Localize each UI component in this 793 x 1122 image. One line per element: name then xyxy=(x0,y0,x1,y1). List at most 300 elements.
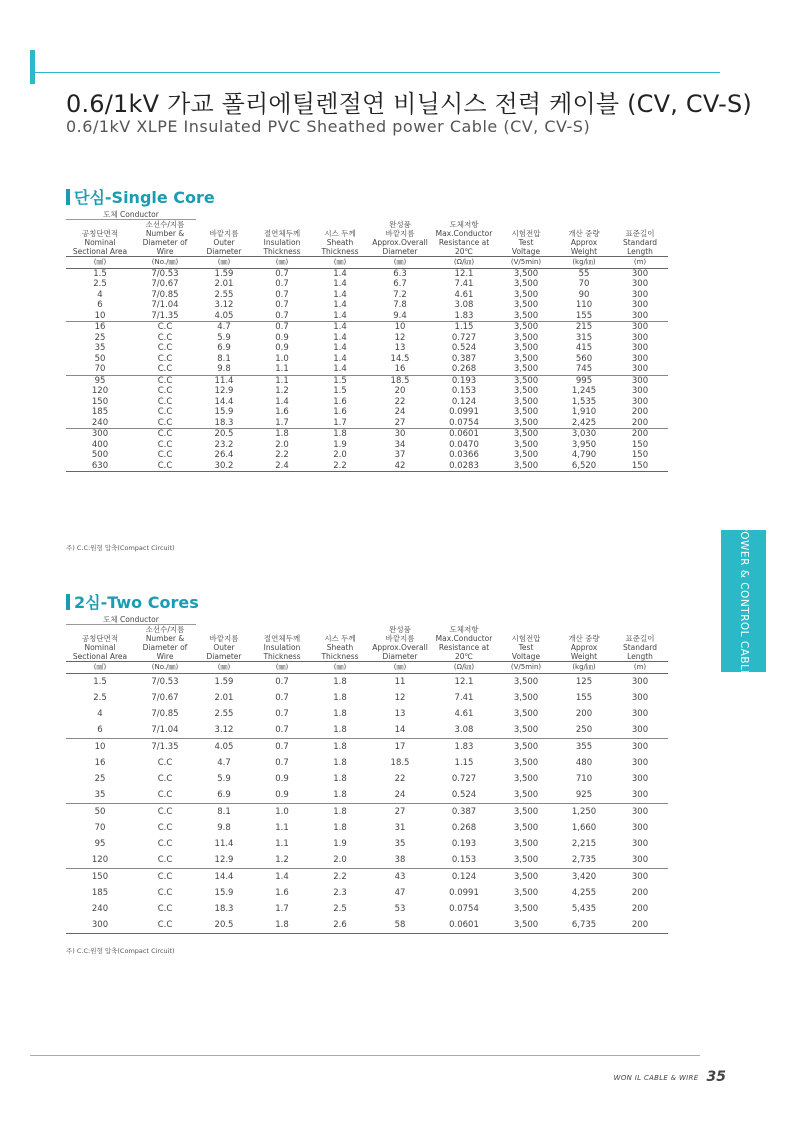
table-cell: 12.1 xyxy=(454,677,474,687)
table-cell: 300 xyxy=(631,774,649,784)
table-row xyxy=(66,917,668,934)
table-cell: 1.7 xyxy=(333,417,347,428)
table-cell: 0.7 xyxy=(252,322,312,333)
col-length xyxy=(612,615,668,662)
table-cell: 3,500 xyxy=(513,343,539,353)
unit-cell: (m) xyxy=(612,662,668,674)
table-cell: 25 xyxy=(94,332,106,343)
table-cell: C.C xyxy=(157,839,173,849)
header-line: Resistance at xyxy=(438,238,490,247)
table-cell: 1.8 xyxy=(333,823,347,833)
col-area xyxy=(66,625,134,662)
table-cell: 3,500 xyxy=(513,839,539,849)
unit-cell: (㎜) xyxy=(312,662,368,674)
table-cell: 400 xyxy=(91,439,109,450)
table-cell: C.C xyxy=(157,790,173,800)
table-cell: 1.4 xyxy=(333,343,347,353)
table-cell: 125 xyxy=(575,677,593,687)
table-cell: 300 xyxy=(631,353,649,364)
table-cell: 3,500 xyxy=(513,774,539,784)
table-cell: 95 xyxy=(66,375,134,386)
header-line: 완성품 xyxy=(389,220,411,229)
table-cell: 4.05 xyxy=(214,310,234,321)
table-cell: 30 xyxy=(368,429,432,440)
table-cell: 300 xyxy=(631,332,649,343)
header-line: Outer xyxy=(213,643,235,652)
table-cell: 2.01 xyxy=(214,693,234,703)
table-cell: 0.268 xyxy=(451,364,477,374)
table-cell: 42 xyxy=(368,461,432,472)
section-title-two-cores: 2심-Two Cores xyxy=(66,590,199,613)
table-cell: 6 xyxy=(97,300,103,310)
header-line: 개산 중량 xyxy=(568,229,600,238)
table-cell: 7.8 xyxy=(393,300,407,310)
table-cell: 95 xyxy=(94,839,106,849)
table-row xyxy=(66,722,668,739)
table-cell: 53 xyxy=(394,904,406,914)
table-row xyxy=(66,333,668,344)
table-row xyxy=(66,343,668,354)
header-line: Weight xyxy=(570,247,598,256)
table-cell: 3.12 xyxy=(214,300,234,310)
table-row xyxy=(66,311,668,322)
header-line: Approx.Overall xyxy=(372,238,428,247)
table-cell: 35 xyxy=(94,343,106,353)
table-cell: 4.61 xyxy=(454,289,474,300)
header-line: Standard xyxy=(622,238,658,247)
table-cell: C.C xyxy=(157,758,173,768)
table-cell: 1.4 xyxy=(312,322,368,333)
table-cell: 0.7 xyxy=(275,709,289,719)
table-cell: 0.7 xyxy=(275,693,289,703)
table-cell: 300 xyxy=(66,917,134,934)
col-weight xyxy=(556,210,612,257)
table-cell: 315 xyxy=(575,332,593,343)
table-cell: 1.8 xyxy=(333,693,347,703)
table-cell: 27 xyxy=(394,417,406,428)
header-line: Thickness xyxy=(321,652,359,661)
table-cell: 150 xyxy=(631,450,649,460)
table-cell: 0.193 xyxy=(451,839,477,849)
table-cell: 2.2 xyxy=(312,869,368,886)
table-cell: 120 xyxy=(91,386,109,396)
table-cell: 5.9 xyxy=(217,332,231,343)
unit-cell: (No./㎜) xyxy=(134,662,196,674)
header-line: 개산 중량 xyxy=(568,634,600,643)
table-cell: 27 xyxy=(368,804,432,821)
table-cell: 1.6 xyxy=(333,407,347,417)
table-cell: 1,535 xyxy=(571,396,597,407)
table-row xyxy=(66,300,668,311)
table-row xyxy=(66,440,668,451)
unit-cell: (Ω/㎞) xyxy=(432,257,496,269)
table-cell: 2.01 xyxy=(214,279,234,289)
table-cell: 3,500 xyxy=(513,725,539,735)
table-cell: 2,425 xyxy=(571,417,597,428)
table-cell: 300 xyxy=(631,386,649,396)
table-cell: 300 xyxy=(631,300,649,310)
col-resistance xyxy=(432,615,496,662)
table-row xyxy=(66,690,668,706)
table-cell: 1.4 xyxy=(333,289,347,300)
table-cell: 3,500 xyxy=(513,310,539,321)
table-cell: 2.5 xyxy=(333,904,347,914)
col-voltage xyxy=(496,210,556,257)
table-cell: 200 xyxy=(631,904,649,914)
table-cell: 3,500 xyxy=(513,693,539,703)
table-cell: 6.9 xyxy=(217,343,231,353)
single-core-spec-table xyxy=(66,210,668,472)
table-cell: C.C xyxy=(157,904,173,914)
table-cell: 3,500 xyxy=(513,279,539,289)
table-cell: C.C xyxy=(157,343,173,353)
table-cell: 7/0.85 xyxy=(151,709,179,719)
table-note: 주) C.C:원형 압축(Compact Circuit) xyxy=(66,947,175,955)
table-cell: 1,245 xyxy=(571,386,597,396)
table-cell: 0.7 xyxy=(275,725,289,735)
table-cell: 110 xyxy=(575,300,593,310)
table-cell: 300 xyxy=(631,855,649,865)
unit-cell: (㎜) xyxy=(368,257,432,269)
table-cell: 3,500 xyxy=(513,417,539,428)
table-cell: 1.15 xyxy=(454,758,474,768)
table-cell: 3,500 xyxy=(513,677,539,687)
table-cell: 0.0754 xyxy=(449,417,479,428)
table-cell: 6 xyxy=(97,725,103,735)
units-row xyxy=(66,662,668,674)
table-cell: C.C xyxy=(157,855,173,865)
table-cell: 300 xyxy=(631,310,649,321)
table-cell: 1.6 xyxy=(275,888,289,898)
table-cell: 7.2 xyxy=(393,289,407,300)
table-cell: 0.9 xyxy=(275,343,289,353)
table-row xyxy=(66,375,668,386)
header-line: Insulation xyxy=(263,238,301,247)
header-line: 20℃ xyxy=(455,652,473,661)
header-line: Test xyxy=(518,643,534,652)
table-cell: 5,435 xyxy=(571,904,597,914)
table-cell: 3,500 xyxy=(513,353,539,364)
table-cell: 0.0283 xyxy=(432,461,496,472)
table-cell: 0.387 xyxy=(432,804,496,821)
table-cell: 37 xyxy=(394,450,406,460)
table-cell: 2.3 xyxy=(333,888,347,898)
table-cell: C.C xyxy=(157,823,173,833)
table-cell: 0.0601 xyxy=(432,429,496,440)
table-cell: 355 xyxy=(556,739,612,756)
unit-cell: (㎜) xyxy=(196,662,252,674)
header-line: Outer xyxy=(213,238,235,247)
table-cell: 155 xyxy=(575,310,593,321)
table-cell: 1.4 xyxy=(275,396,289,407)
table-cell: 300 xyxy=(631,709,649,719)
table-cell: 43 xyxy=(368,869,432,886)
header-line: Length xyxy=(627,247,653,256)
col-outer xyxy=(196,615,252,662)
header-line: 바깥지름 xyxy=(385,229,415,238)
table-cell: C.C xyxy=(134,322,196,333)
footer-rule xyxy=(30,1055,700,1056)
header-line: Thickness xyxy=(263,652,301,661)
header-line: Diameter of Wire xyxy=(142,238,188,256)
header-line: Max.Conductor xyxy=(435,229,493,238)
header-line: Diameter xyxy=(206,652,242,661)
table-cell: 7/1.04 xyxy=(151,300,179,310)
table-cell: 1.8 xyxy=(333,725,347,735)
header-line: Approx.Overall xyxy=(372,643,428,652)
table-row xyxy=(66,706,668,722)
table-cell: 90 xyxy=(578,289,590,300)
table-cell: 31 xyxy=(394,823,406,833)
table-cell: 2,735 xyxy=(571,855,597,865)
table-cell: 50 xyxy=(66,804,134,821)
table-cell: 1.1 xyxy=(275,364,289,374)
table-cell: 18.5 xyxy=(368,375,432,386)
table-cell: 2.2 xyxy=(312,461,368,472)
table-cell: 250 xyxy=(575,725,593,735)
table-cell: 6.3 xyxy=(393,268,407,279)
table-cell: 1.2 xyxy=(275,386,289,396)
table-cell: 300 xyxy=(631,725,649,735)
table-cell: 4 xyxy=(97,289,103,300)
table-cell: 0.124 xyxy=(432,869,496,886)
table-cell: 7.41 xyxy=(454,279,474,289)
col-weight xyxy=(556,615,612,662)
col-voltage xyxy=(496,615,556,662)
table-cell: 0.153 xyxy=(451,386,477,396)
table-cell: 0.0991 xyxy=(449,888,479,898)
table-cell: 20 xyxy=(394,386,406,396)
table-cell: 13 xyxy=(394,343,406,353)
table-cell: 0.7 xyxy=(275,758,289,768)
table-cell: 1.83 xyxy=(432,739,496,756)
table-cell: 2.6 xyxy=(312,917,368,934)
table-cell: 0.153 xyxy=(451,855,477,865)
table-cell: 7/1.35 xyxy=(151,310,179,321)
header-line: Nominal xyxy=(84,238,116,247)
header-line: 도체저항 xyxy=(449,625,479,634)
table-cell: 1.4 xyxy=(333,332,347,343)
header-line: Approx xyxy=(570,238,598,247)
table-cell: 17 xyxy=(368,739,432,756)
table-cell: 150 xyxy=(631,439,649,450)
header-line: Nominal xyxy=(84,643,116,652)
table-cell: 120 xyxy=(91,855,109,865)
table-cell: 710 xyxy=(575,774,593,784)
header-line: Test xyxy=(518,238,534,247)
table-cell: 2.0 xyxy=(333,450,347,460)
table-cell: 8.1 xyxy=(196,804,252,821)
table-cell: C.C xyxy=(134,375,196,386)
table-cell: 300 xyxy=(631,839,649,849)
table-cell: 34 xyxy=(394,439,406,450)
table-cell: 2.55 xyxy=(214,709,234,719)
table-cell: 3,500 xyxy=(513,386,539,396)
header-line: Sectional Area xyxy=(72,247,128,256)
company-name: WON IL CABLE & WIRE xyxy=(613,1074,699,1082)
table-cell: C.C xyxy=(157,386,173,396)
table-cell: 0.7 xyxy=(275,289,289,300)
table-cell: 58 xyxy=(368,917,432,934)
section-title-single-core: 단심-Single Core xyxy=(66,185,215,208)
table-cell: 1.6 xyxy=(333,396,347,407)
table-cell: 1.59 xyxy=(214,268,234,279)
header-line: 소선수/지름 xyxy=(145,625,185,634)
table-cell: 1.1 xyxy=(275,839,289,849)
table-cell: 12.1 xyxy=(454,268,474,279)
table-row xyxy=(66,386,668,397)
unit-cell: (kg/㎞) xyxy=(556,662,612,674)
table-cell: 3,500 xyxy=(496,917,556,934)
table-cell: 23.2 xyxy=(214,439,234,450)
table-cell: 3,500 xyxy=(513,268,539,279)
table-cell: 22 xyxy=(394,774,406,784)
conductor-group-header: 도체 Conductor xyxy=(66,615,196,625)
table-row xyxy=(66,461,668,472)
header-rule xyxy=(30,72,720,73)
table-cell: 6.7 xyxy=(393,279,407,289)
table-cell: 10 xyxy=(66,739,134,756)
table-cell: 6.9 xyxy=(217,790,231,800)
table-cell: 3,500 xyxy=(496,375,556,386)
table-cell: 300 xyxy=(66,429,134,440)
table-cell: 0.7 xyxy=(275,279,289,289)
table-cell: 300 xyxy=(631,396,649,407)
table-row xyxy=(66,755,668,771)
table-cell: 2.55 xyxy=(214,289,234,300)
table-cell: 6,735 xyxy=(556,917,612,934)
table-cell: 4,790 xyxy=(571,450,597,460)
header-line: 소선수/지름 xyxy=(145,220,185,229)
header-line: Thickness xyxy=(263,247,301,256)
unit-cell: (V/5min) xyxy=(496,257,556,269)
side-tab-label: POWER & CONTROL CABLE xyxy=(737,524,750,678)
table-cell: 14.5 xyxy=(390,353,410,364)
table-cell: 35 xyxy=(94,790,106,800)
table-cell: 14.4 xyxy=(196,869,252,886)
header-line: Approx xyxy=(570,643,598,652)
table-cell: C.C xyxy=(134,869,196,886)
header-line: Sectional Area xyxy=(72,652,128,661)
table-row xyxy=(66,739,668,756)
table-cell: 3,500 xyxy=(513,289,539,300)
header-line: Number & xyxy=(145,634,185,643)
table-cell: 12.9 xyxy=(214,855,234,865)
table-cell: 200 xyxy=(575,709,593,719)
table-cell: 300 xyxy=(612,804,668,821)
table-cell: 3,420 xyxy=(556,869,612,886)
header-line: 바깥지름 xyxy=(209,229,239,238)
table-row xyxy=(66,397,668,408)
table-cell: 0.0366 xyxy=(449,450,479,460)
table-cell: 300 xyxy=(631,289,649,300)
table-cell: 1,250 xyxy=(556,804,612,821)
header-line: Diameter xyxy=(382,652,418,661)
table-cell: 300 xyxy=(631,268,649,279)
table-cell: C.C xyxy=(134,461,196,472)
header-line: Resistance at xyxy=(438,643,490,652)
table-cell: 560 xyxy=(575,353,593,364)
table-cell: 2.2 xyxy=(275,450,289,460)
table-cell: 38 xyxy=(394,855,406,865)
table-cell: 1.5 xyxy=(312,375,368,386)
header-line: Max.Conductor xyxy=(435,634,493,643)
table-cell: 20.5 xyxy=(196,917,252,934)
table-cell: 300 xyxy=(612,739,668,756)
col-overall xyxy=(368,615,432,662)
table-cell: 0.7 xyxy=(275,677,289,687)
table-cell: 3.12 xyxy=(214,725,234,735)
table-cell: 300 xyxy=(631,364,649,374)
table-cell: C.C xyxy=(157,396,173,407)
table-cell: 745 xyxy=(575,364,593,374)
table-cell: 1,910 xyxy=(571,407,597,417)
table-cell: 3.08 xyxy=(454,725,474,735)
table-cell: 7/0.85 xyxy=(151,289,179,300)
unit-cell: (㎜) xyxy=(312,257,368,269)
header-line: 20℃ xyxy=(455,247,473,256)
table-cell: 20.5 xyxy=(196,429,252,440)
table-cell: 155 xyxy=(575,693,593,703)
unit-cell: (V/5min) xyxy=(496,662,556,674)
table-cell: 1.9 xyxy=(333,439,347,450)
col-wires xyxy=(134,625,196,662)
table-cell: 200 xyxy=(612,917,668,934)
table-cell: 3,500 xyxy=(513,888,539,898)
header-line: Weight xyxy=(570,652,598,661)
unit-cell: (㎟) xyxy=(66,257,134,269)
table-cell: 47 xyxy=(394,888,406,898)
table-cell: 1.4 xyxy=(333,279,347,289)
table-cell: 1.4 xyxy=(333,364,347,374)
table-cell: 3,950 xyxy=(571,439,597,450)
table-cell: 3,500 xyxy=(513,407,539,417)
table-cell: 300 xyxy=(631,279,649,289)
table-cell: 630 xyxy=(66,461,134,472)
table-cell: 7/1.35 xyxy=(134,739,196,756)
table-cell: 1.5 xyxy=(93,268,107,279)
table-cell: 1.0 xyxy=(252,804,312,821)
table-cell: C.C xyxy=(157,439,173,450)
table-cell: 0.9 xyxy=(275,774,289,784)
table-cell: 300 xyxy=(631,758,649,768)
page-title-korean: 0.6/1kV 가교 폴리에틸렌절연 비닐시스 전력 케이블 (CV, CV-S) xyxy=(66,90,752,118)
table-row xyxy=(66,901,668,917)
table-row xyxy=(66,885,668,901)
col-insulation xyxy=(252,210,312,257)
table-cell: C.C xyxy=(157,364,173,374)
unit-cell: (㎜) xyxy=(252,662,312,674)
table-cell: 1.6 xyxy=(275,407,289,417)
table-row xyxy=(66,836,668,852)
table-cell: 1.8 xyxy=(333,677,347,687)
header-line: Length xyxy=(627,652,653,661)
table-cell: 24 xyxy=(394,790,406,800)
table-cell: 150 xyxy=(91,396,109,407)
table-cell: 7/0.67 xyxy=(151,693,179,703)
table-row xyxy=(66,674,668,691)
table-cell: 2.5 xyxy=(93,279,107,289)
table-cell: 300 xyxy=(631,693,649,703)
table-row xyxy=(66,820,668,836)
table-cell: 1.1 xyxy=(275,823,289,833)
table-cell: 30.2 xyxy=(196,461,252,472)
table-cell: 1.8 xyxy=(252,917,312,934)
table-cell: 1.2 xyxy=(275,855,289,865)
table-cell: 11 xyxy=(394,677,406,687)
table-cell: 4.7 xyxy=(196,322,252,333)
table-cell: 2.0 xyxy=(333,855,347,865)
